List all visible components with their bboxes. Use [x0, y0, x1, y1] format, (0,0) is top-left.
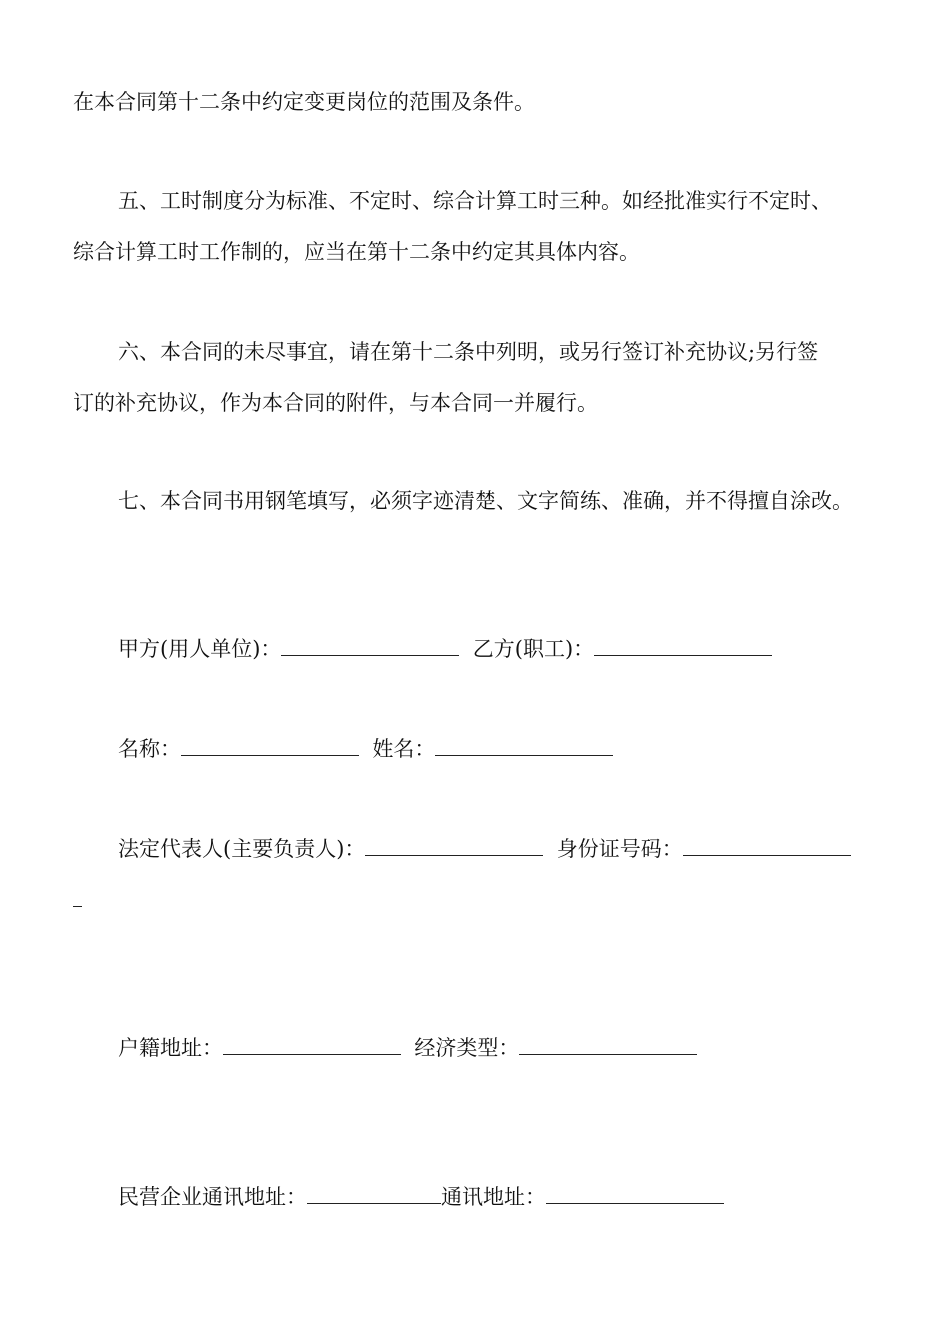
name-label: 名称：	[118, 737, 181, 761]
paragraph-four-end: 在本合同第十二条中约定变更岗位的范围及条件。	[73, 90, 535, 114]
paragraph-six-line-1: 六、本合同的未尽事宜，请在第十二条中列明，或另行签订补充协议;另行签	[118, 340, 819, 364]
name-row	[118, 737, 613, 761]
id-number-label: 身份证号码：	[556, 837, 683, 861]
household-row	[118, 1036, 697, 1060]
household-address-blank[interactable]	[223, 1036, 401, 1055]
economic-type-label: 经济类型：	[414, 1036, 520, 1060]
party-a-blank[interactable]	[281, 637, 459, 656]
private-enterprise-address-label: 民营企业通讯地址：	[118, 1185, 307, 1209]
legal-rep-label: 法定代表人(主要负责人)：	[118, 837, 366, 861]
household-address-label: 户籍地址：	[118, 1036, 223, 1060]
mailing-address-blank[interactable]	[546, 1185, 724, 1204]
legal-rep-blank[interactable]	[365, 837, 543, 856]
address-row	[118, 1185, 724, 1209]
person-name-label: 姓名：	[372, 737, 436, 761]
name-blank[interactable]	[181, 737, 359, 756]
economic-type-blank[interactable]	[519, 1036, 697, 1055]
paragraph-five-line-1: 五、工时制度分为标准、不定时、综合计算工时三种。如经批准实行不定时、	[118, 189, 832, 213]
party-row	[118, 637, 772, 661]
person-name-blank[interactable]	[435, 737, 613, 756]
legal-rep-row	[118, 837, 851, 861]
party-a-label: 甲方(用人单位)：	[118, 637, 282, 661]
id-number-blank[interactable]	[683, 837, 851, 856]
party-b-blank[interactable]	[594, 637, 772, 656]
id-number-blank-continuation	[73, 906, 82, 907]
private-enterprise-address-blank[interactable]	[307, 1185, 441, 1204]
paragraph-six-line-2: 订的补充协议，作为本合同的附件，与本合同一并履行。	[73, 391, 598, 415]
paragraph-seven: 七、本合同书用钢笔填写，必须字迹清楚、文字简练、准确，并不得擅自涂改。	[118, 489, 853, 513]
paragraph-five-line-2: 综合计算工时工作制的，应当在第十二条中约定其具体内容。	[73, 240, 640, 264]
mailing-address-label: 通讯地址：	[441, 1185, 546, 1209]
party-b-label: 乙方(职工)：	[472, 637, 595, 661]
